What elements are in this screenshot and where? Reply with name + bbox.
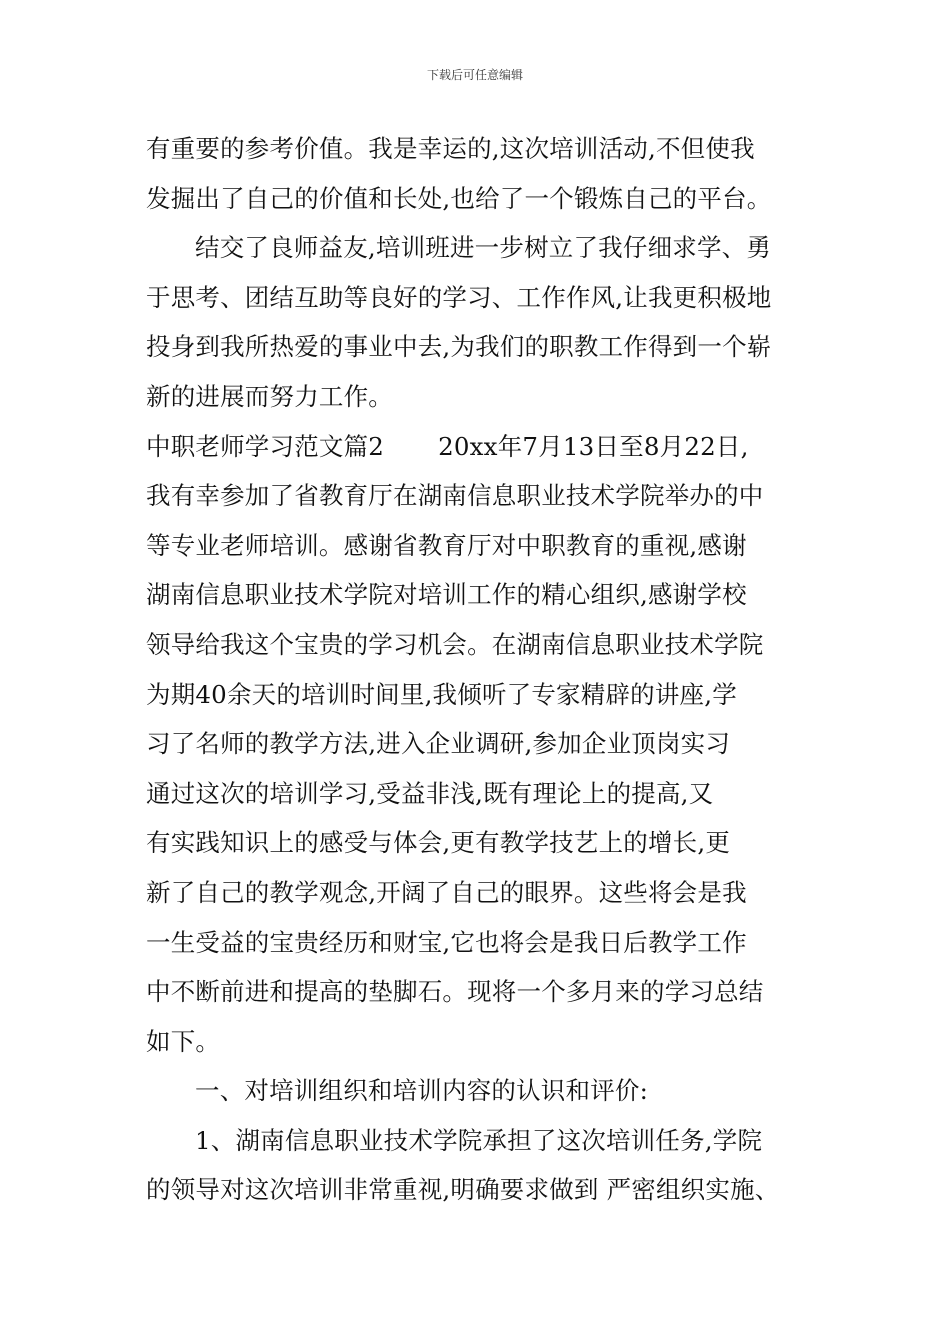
text-line: 新了自己的教学观念,开阔了自己的眼界。这些将会是我 bbox=[146, 877, 747, 907]
text-line: 有重要的参考价值。我是幸运的,这次培训活动,不但使我 bbox=[146, 134, 755, 163]
page-header: 下载后可任意编辑 bbox=[426, 68, 523, 82]
text-line: 等专业老师培训。感谢省教育厅对中职教育的重视,感谢 bbox=[146, 530, 747, 560]
section-heading-line bbox=[146, 422, 846, 472]
date-range-text: 20xx年7月13日至8月22日, bbox=[438, 431, 749, 461]
text-line: 有实践知识上的感受与体会,更有教学技艺上的增长,更 bbox=[146, 828, 731, 858]
text-line: 新的进展而努力工作。 bbox=[146, 381, 393, 411]
text-line: 中不断前进和提高的垫脚石。现将一个多月来的学习总结 bbox=[146, 977, 764, 1007]
text-line: 我有幸参加了省教育厅在湖南信息职业技术学院举办的中 bbox=[146, 481, 764, 511]
subsection-heading: 一、对培训组织和培训内容的认识和评价: bbox=[195, 1076, 649, 1106]
text-line: 习了名师的教学方法,进入企业调研,参加企业顶岗实习 bbox=[146, 729, 731, 759]
text-line: 于思考、团结互助等良好的学习、工作作风,让我更积极地 bbox=[146, 282, 772, 312]
document-body bbox=[146, 124, 846, 1215]
paragraph-first-line: 1、湖南信息职业技术学院承担了这次培训任务,学院 bbox=[195, 1125, 763, 1155]
text-line: 通过这次的培训学习,受益非浅,既有理论上的提高,又 bbox=[146, 778, 714, 808]
text-line: 的领导对这次培训非常重视,明确要求做到 严密组织实施、 bbox=[146, 1175, 780, 1205]
text-line: 发掘出了自己的价值和长处,也给了一个锻炼自己的平台。 bbox=[146, 183, 772, 213]
text-line: 湖南信息职业技术学院对培训工作的精心组织,感谢学校 bbox=[146, 580, 747, 610]
paragraph-first-line: 结交了良师益友,培训班进一步树立了我仔细求学、勇 bbox=[195, 233, 772, 263]
text-line: 为期40余天的培训时间里,我倾听了专家精辟的讲座,学 bbox=[146, 679, 737, 709]
text-line: 领导给我这个宝贵的学习机会。在湖南信息职业技术学院 bbox=[146, 629, 764, 659]
text-line: 投身到我所热爱的事业中去,为我们的职教工作得到一个崭 bbox=[146, 332, 772, 362]
section-title: 中职老师学习范文篇2 bbox=[146, 431, 385, 461]
text-line: 如下。 bbox=[146, 1026, 221, 1056]
text-line: 一生受益的宝贵经历和财宝,它也将会是我日后教学工作 bbox=[146, 927, 747, 957]
